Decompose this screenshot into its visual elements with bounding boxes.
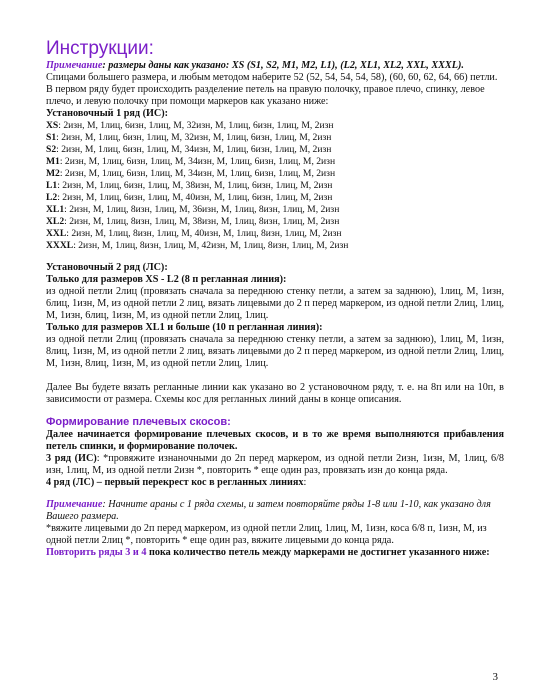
size-row xyxy=(46,204,504,216)
size-label: M1 xyxy=(46,156,60,167)
size-instructions: : 2изн, М, 1лиц, 6изн, 1лиц, М, 32изн, М, 1лиц, 6изн, 1лиц, М, 2изн xyxy=(58,120,334,131)
size-label: XS xyxy=(46,120,59,131)
size-label: S2 xyxy=(46,144,57,155)
raglan-text: Далее Вы будете вязать регланные линии как указано во 2 установочном ряду, т. е. на 8п или на 10п, в зависимости от размера. Схемы кос для регланных линий даны в конце описания. xyxy=(46,382,504,405)
note2: Примечание: Начните араны с 1 ряда схемы, и затем повторяйте ряды 1-8 или 1-10, как указано для Вашего размера. xyxy=(46,499,491,522)
size-label: L1 xyxy=(46,180,58,191)
first-row-text: В первом ряду будет происходить разделение петель на правую полочку, правое плечо, спинку, левое плечо, и левую полочку при помощи маркеров как указано ниже: xyxy=(46,84,485,107)
size-row xyxy=(46,132,504,144)
size-row xyxy=(46,180,504,192)
size-row xyxy=(46,192,504,204)
size-row xyxy=(46,240,504,252)
size-instructions: : 2изн, М, 1лиц, 6изн, 1лиц, М, 34изн, М, 1лиц, 6изн, 1лиц, М, 2изн xyxy=(56,144,332,155)
size-row xyxy=(46,216,504,228)
size-label: XL2 xyxy=(46,216,65,227)
setup1-title: Установочный 1 ряд (ИС): xyxy=(46,108,169,119)
page-title: Инструкции: xyxy=(46,38,154,59)
setup1-size-list xyxy=(46,120,504,252)
page-content xyxy=(46,38,504,559)
size-instructions: : 2изн, М, 1лиц, 6изн, 1лиц, М, 40изн, М, 1лиц, 6изн, 1лиц, М, 2изн xyxy=(57,192,333,203)
cast-on-text: Спицами большего размера, и любым методом наберите 52 (52, 54, 54, 54, 58), (60, 60, 62, 64, 66) петли. xyxy=(46,72,498,83)
size-row xyxy=(46,120,504,132)
row4-title: 4 ряд (ЛС) – первый перекрест кос в регланных линиях: xyxy=(46,477,307,488)
size-label: S1 xyxy=(46,132,57,143)
size-label: XXXL xyxy=(46,240,74,251)
setup2-a-text: из одной петли 2лиц (провязать сначала за переднюю стенку петли, а затем за заднюю), 1лиц, М, 1изн, 6лиц, 1изн, М, из одной петли 2 лиц, вязать лицевыми до 2 п перед маркером, из одной петли 2лиц, 1лиц, М, 1изн, 6лиц, 1изн, М, из одной петли 2лиц, 1лиц. xyxy=(46,286,504,321)
note-text: : размеры даны как указано: XS (S1, S2, M1, M2, L1), (L2, XL1, XL2, XXL, XXXL). xyxy=(102,60,464,71)
setup2-b-text: из одной петли 2лиц (провязать сначала за переднюю стенку петли, а затем за заднюю), 1лиц, М, 1изн, 8лиц, 1изн, М, из одной петли 2 лиц, вязать лицевыми до 2 п перед маркером, из одной петли 2лиц, 1лиц, М, 1изн, 8лиц, 1изн, М, из одной петли 2лиц, 1лиц. xyxy=(46,334,504,369)
size-label: M2 xyxy=(46,168,60,179)
size-instructions: : 2изн, М, 1лиц, 6изн, 1лиц, М, 34изн, М, 1лиц, 6изн, 1лиц, М, 2изн xyxy=(59,168,336,179)
size-instructions: : 2изн, М, 1лиц, 8изн, 1лиц, М, 40изн, М, 1лиц, 8изн, 1лиц, М, 2изн xyxy=(66,228,342,239)
note-label: Примечание xyxy=(46,60,103,71)
size-label: XL1 xyxy=(46,204,65,215)
shoulder-title: Формирование плечевых скосов: xyxy=(46,416,231,428)
size-row xyxy=(46,156,504,168)
row3-text: 3 ряд (ИС): *провяжите изнаночными до 2п перед маркером, из одной петли 2изн, 1изн, М, 1лиц, 6/8 изн, 1лиц, М, из одной петли 2изн *, повторить * еще один раз, провязать изн до конца ряда. xyxy=(46,453,504,476)
page-number: 3 xyxy=(492,671,498,683)
size-instructions: : 2изн, М, 1лиц, 6изн, 1лиц, М, 34изн, М, 1лиц, 6изн, 1лиц, М, 2изн xyxy=(59,156,336,167)
size-instructions: : 2изн, М, 1лиц, 6изн, 1лиц, М, 32изн, М, 1лиц, 6изн, 1лиц, М, 2изн xyxy=(56,132,332,143)
note-sizes xyxy=(46,60,504,72)
size-label: L2 xyxy=(46,192,58,203)
shoulder-intro: Далее начинается формирование плечевых скосов, и в то же время выполняются прибавления петель спинки, и формирование полочек. xyxy=(46,429,504,452)
row4-text: *вяжите лицевыми до 2п перед маркером, из одной петли 2лиц, 1лиц, М, 1изн, коса 6/8 п, 1изн, М, из одной петли 2лиц *, повторить * еще один раз, вяжите лицевыми до конца ряда. xyxy=(46,523,487,546)
size-instructions: : 2изн, М, 1лиц, 8изн, 1лиц, М, 36изн, М, 1лиц, 8изн, 1лиц, М, 2изн xyxy=(64,204,340,215)
size-label: XXL xyxy=(46,228,67,239)
setup2-title: Установочный 2 ряд (ЛС): xyxy=(46,262,168,273)
repeat-text: Повторить ряды 3 и 4 пока количество петель между маркерами не достигнет указанного ниже: xyxy=(46,547,490,558)
size-row xyxy=(46,168,504,180)
size-instructions: : 2изн, М, 1лиц, 8изн, 1лиц, М, 38изн, М, 1лиц, 8изн, 1лиц, М, 2изн xyxy=(64,216,340,227)
size-instructions: : 2изн, М, 1лиц, 8изн, 1лиц, М, 42изн, М, 1лиц, 8изн, 1лиц, М, 2изн xyxy=(73,240,349,251)
size-instructions: : 2изн, М, 1лиц, 6изн, 1лиц, М, 38изн, М, 1лиц, 6изн, 1лиц, М, 2изн xyxy=(57,180,333,191)
size-row xyxy=(46,228,504,240)
setup2-b-title: Только для размеров XL1 и больше (10 п регланная линия): xyxy=(46,322,323,333)
size-row xyxy=(46,144,504,156)
setup2-a-title: Только для размеров XS - L2 (8 п регланная линия): xyxy=(46,274,287,285)
